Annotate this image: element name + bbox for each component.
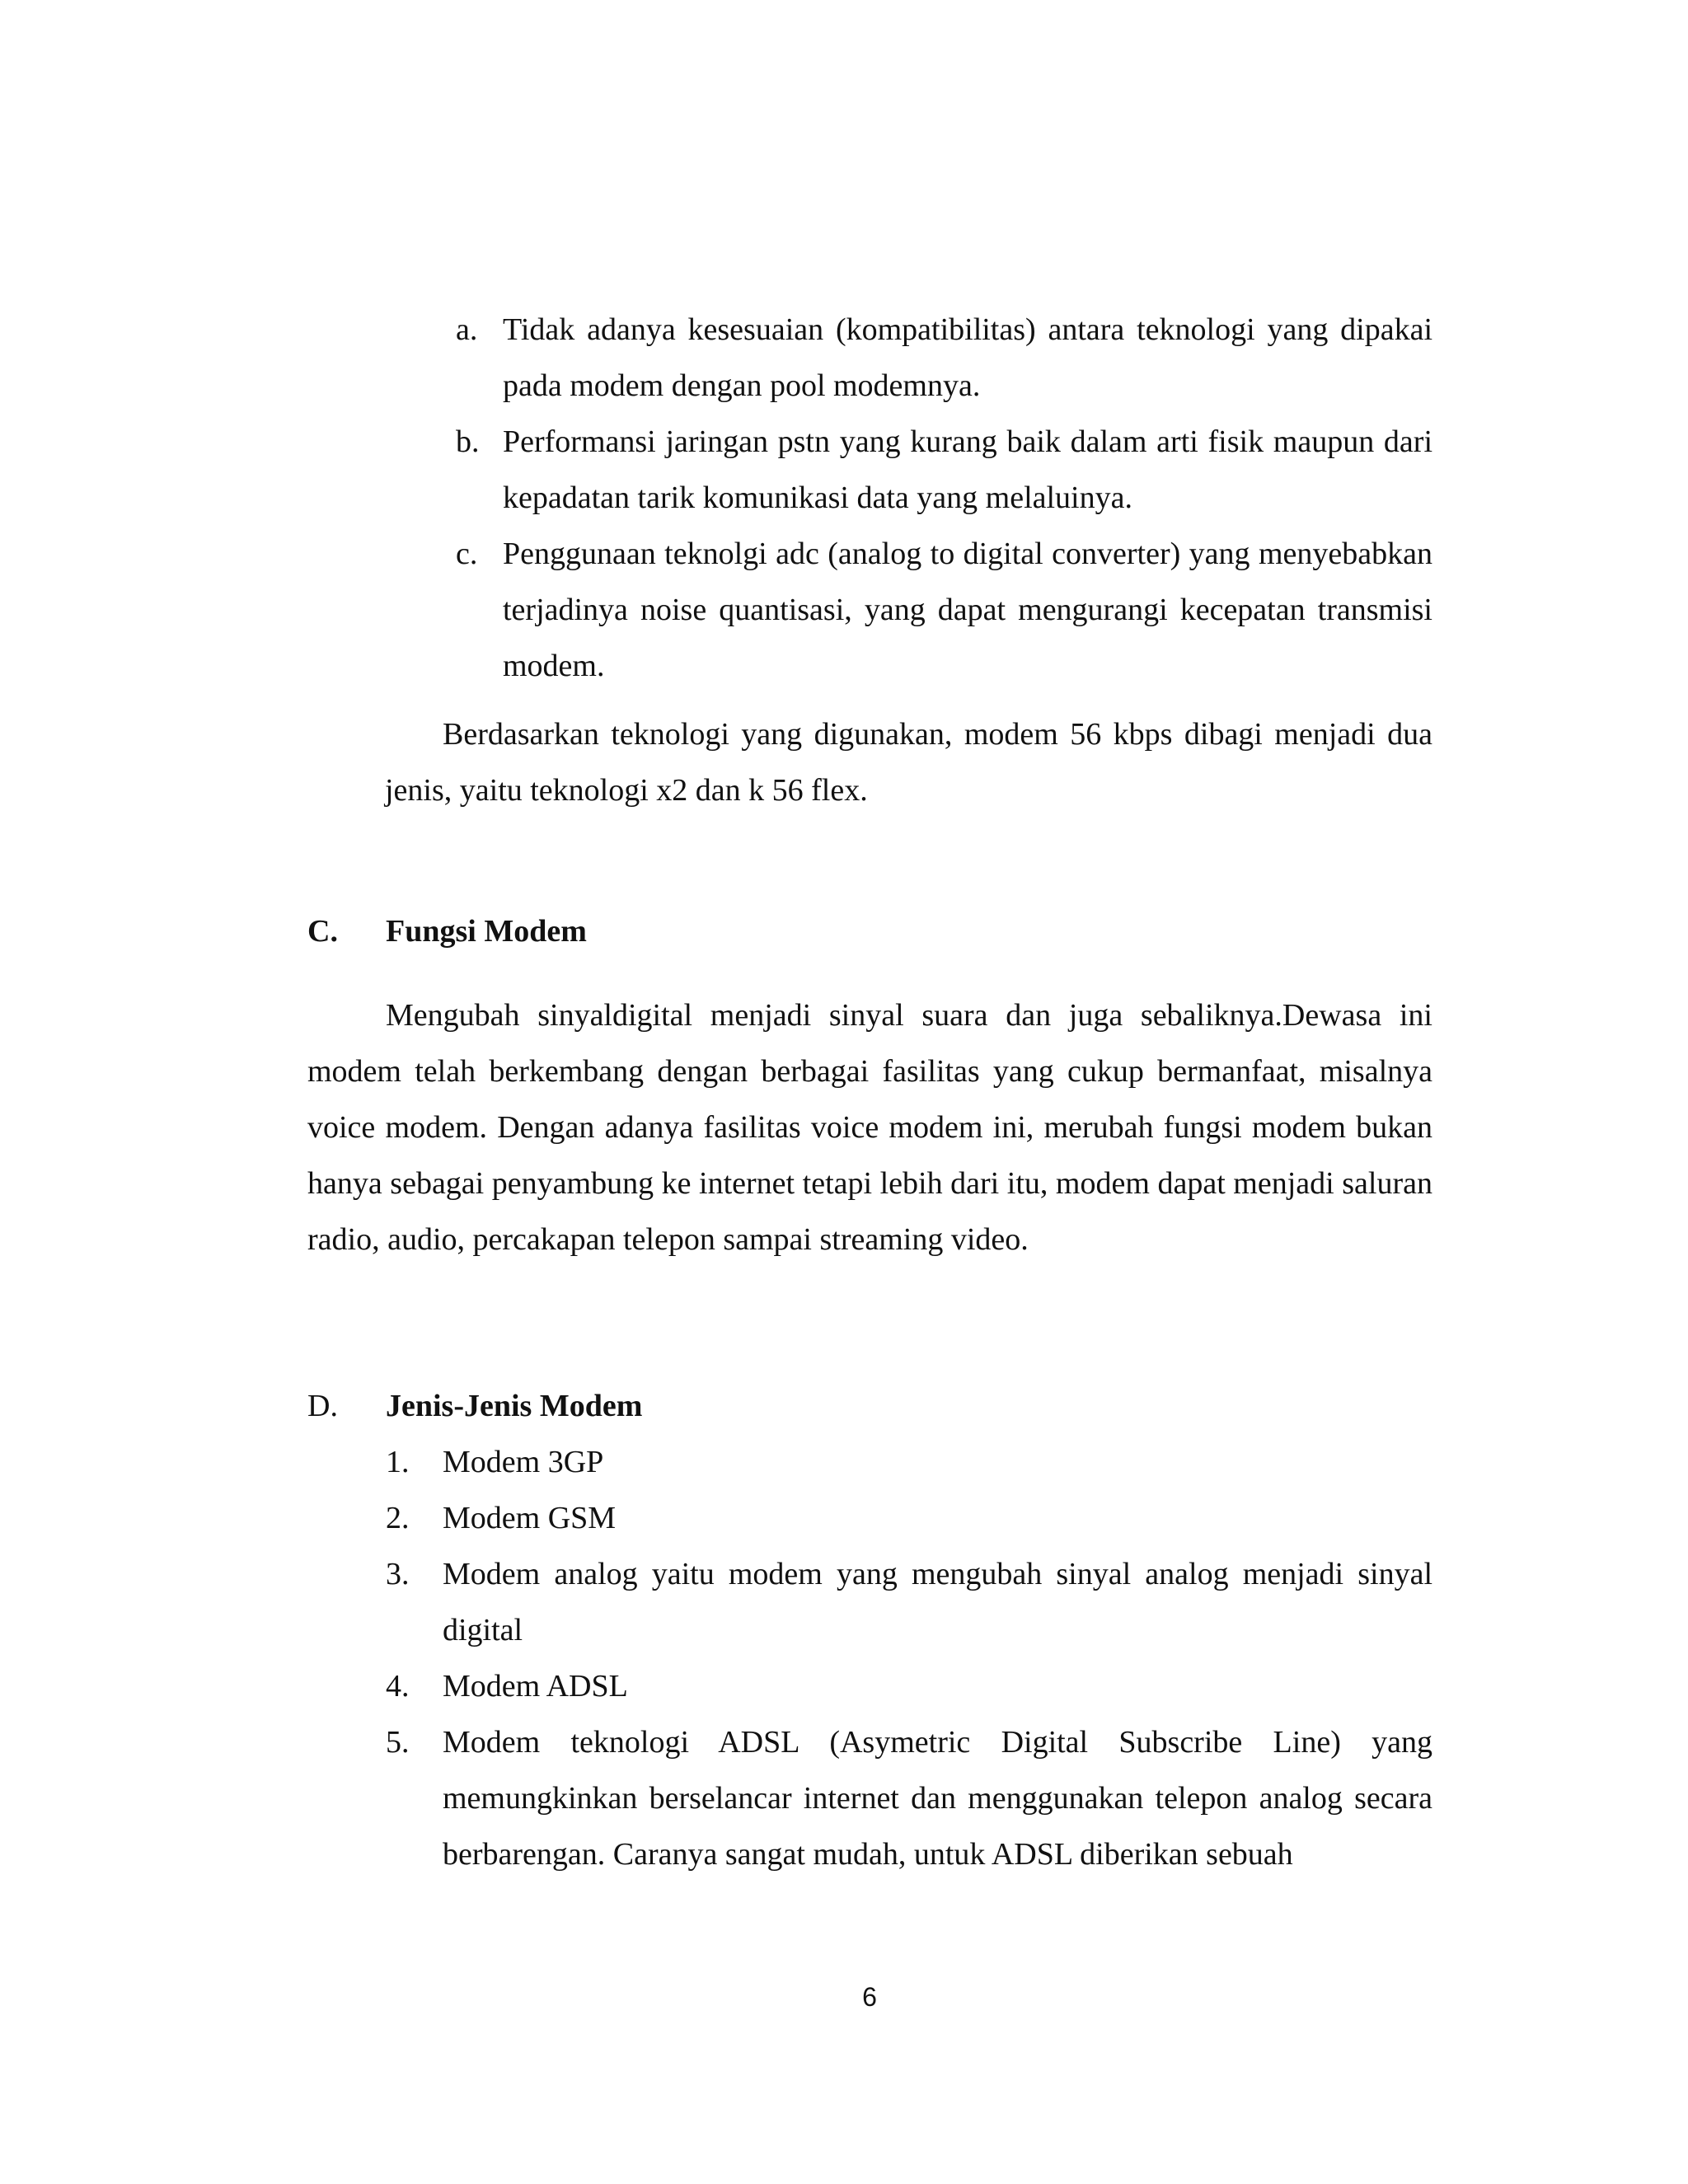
list-item <box>452 414 1432 526</box>
section-d-heading <box>307 1378 967 1434</box>
list-marker: 4. <box>386 1669 410 1704</box>
paragraph-teknologi: Berdasarkan teknologi yang digunakan, modem 56 kbps dibagi menjadi dua jenis, yaitu teknologi x2 dan k 56 flex. <box>385 717 1432 808</box>
list-marker: 3. <box>386 1557 410 1591</box>
list-item-text: Modem 3GP <box>443 1445 604 1479</box>
list-item-text: Modem teknologi ADSL (Asymetric Digital Subscribe Line) yang memungkinkan berselancar internet dan menggunakan telepon analog secara berbarengan. Caranya sangat mudah, untuk ADSL diberikan sebuah <box>443 1725 1432 1872</box>
section-title: Fungsi Modem <box>386 914 587 949</box>
section-number: D. <box>307 1389 338 1423</box>
section-c-heading <box>307 903 967 959</box>
section-number: C. <box>307 914 338 949</box>
list-item-text: Performansi jaringan pstn yang kurang baik dalam arti fisik maupun dari kepadatan tarik komunikasi data yang melaluinya. <box>503 424 1432 515</box>
list-item <box>386 1546 1432 1658</box>
list-item <box>452 302 1432 414</box>
list-item <box>452 526 1432 694</box>
list-item <box>386 1490 1432 1546</box>
section-title: Jenis-Jenis Modem <box>386 1389 643 1423</box>
list-marker: b. <box>456 424 480 459</box>
list-marker: 1. <box>386 1445 410 1479</box>
list-marker: a. <box>456 312 478 347</box>
lettered-list <box>452 302 1432 694</box>
list-item-text: Modem GSM <box>443 1501 617 1535</box>
list-item <box>386 1714 1432 1882</box>
list-item <box>386 1434 1432 1490</box>
list-item <box>386 1658 1432 1714</box>
list-item-text: Modem analog yaitu modem yang mengubah sinyal analog menjadi sinyal digital <box>443 1557 1432 1647</box>
list-item-text: Modem ADSL <box>443 1669 628 1704</box>
page-number: 6 <box>862 1982 877 2012</box>
list-item-text: Penggunaan teknolgi adc (analog to digital converter) yang menyebabkan terjadinya noise quantisasi, yang dapat mengurangi kecepatan transmisi modem. <box>503 537 1432 683</box>
list-marker: c. <box>456 537 478 571</box>
numbered-list <box>386 1434 1432 1882</box>
list-item-text: Tidak adanya kesesuaian (kompatibilitas) antara teknologi yang dipakai pada modem dengan pool modemnya. <box>503 312 1432 403</box>
list-marker: 5. <box>386 1725 410 1760</box>
list-marker: 2. <box>386 1501 410 1535</box>
paragraph-fungsi-modem: Mengubah sinyaldigital menjadi sinyal suara dan juga sebaliknya.Dewasa ini modem telah berkembang dengan berbagai fasilitas yang cukup bermanfaat, misalnya voice modem. Dengan adanya fasilitas voice modem ini, merubah fungsi modem bukan hanya sebagai penyambung ke internet tetapi lebih dari itu, modem dapat menjadi saluran radio, audio, percakapan telepon sampai streaming video. <box>307 998 1432 1257</box>
